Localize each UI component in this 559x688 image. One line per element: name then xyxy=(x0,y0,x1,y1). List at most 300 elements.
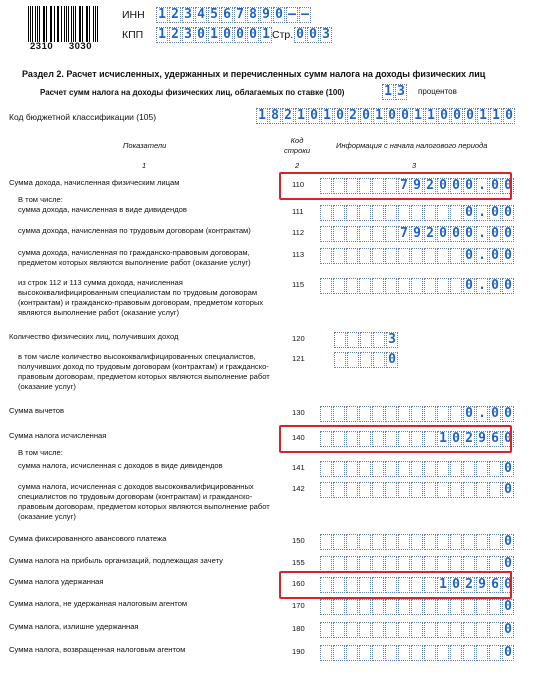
row-label: из строк 112 и 113 сумма дохода, начисленная высококвалифицированным специалистам по трудовым договорам (контрактам) и гражданско-правовым договорам, предметом которых являются выполнение работ (оказание услуг) xyxy=(18,278,264,317)
char-cell: 0 xyxy=(502,461,514,477)
char-cell: 0 xyxy=(502,534,514,550)
char-cell xyxy=(463,482,475,498)
char-cell xyxy=(411,406,423,422)
char-cell xyxy=(333,278,345,294)
char-cell xyxy=(424,205,436,221)
char-cell: . xyxy=(476,178,488,194)
char-cell xyxy=(411,482,423,498)
barcode-bar xyxy=(93,6,94,42)
char-cell: 0 xyxy=(360,108,372,124)
char-cell: 6 xyxy=(489,431,501,447)
row-value-field[interactable] xyxy=(320,599,515,615)
char-cell: 0 xyxy=(464,108,476,124)
char-cell: 1 xyxy=(425,108,437,124)
char-cell xyxy=(320,534,332,550)
col-header-indicators: Показатели xyxy=(123,141,167,150)
page-number-field[interactable] xyxy=(294,27,333,43)
char-cell xyxy=(398,482,410,498)
row-value-field[interactable] xyxy=(320,278,515,294)
char-cell: 0 xyxy=(437,178,449,194)
row-code: 180 xyxy=(292,624,305,633)
char-cell xyxy=(333,406,345,422)
row-value-field[interactable] xyxy=(334,332,399,348)
char-cell xyxy=(411,278,423,294)
char-cell xyxy=(320,406,332,422)
char-cell: – xyxy=(286,7,298,23)
row-label: В том числе: xyxy=(18,195,63,204)
char-cell: 7 xyxy=(398,226,410,242)
barcode-bar xyxy=(75,6,76,42)
char-cell xyxy=(489,461,501,477)
char-cell: 0 xyxy=(489,248,501,264)
char-cell xyxy=(320,248,332,264)
char-cell xyxy=(489,556,501,572)
char-cell xyxy=(333,226,345,242)
char-cell xyxy=(437,248,449,264)
char-cell xyxy=(333,645,345,661)
char-cell xyxy=(333,534,345,550)
char-cell: 6 xyxy=(221,7,233,23)
char-cell xyxy=(320,622,332,638)
char-cell: . xyxy=(476,226,488,242)
char-cell xyxy=(385,461,397,477)
row-value-field[interactable] xyxy=(320,406,515,422)
char-cell xyxy=(385,406,397,422)
char-cell xyxy=(359,645,371,661)
row-label: Сумма налога исчисленная xyxy=(9,431,107,440)
char-cell xyxy=(333,556,345,572)
char-cell xyxy=(385,556,397,572)
char-cell: 1 xyxy=(373,108,385,124)
char-cell xyxy=(359,534,371,550)
char-cell xyxy=(333,599,345,615)
char-cell: 0 xyxy=(489,278,501,294)
char-cell xyxy=(346,461,358,477)
char-cell: 1 xyxy=(256,108,268,124)
char-cell: 0 xyxy=(234,27,246,43)
char-cell xyxy=(385,226,397,242)
page-label: Стр. xyxy=(272,29,294,41)
char-cell xyxy=(424,278,436,294)
char-cell: 3 xyxy=(182,27,194,43)
char-cell: 2 xyxy=(463,577,475,593)
char-cell xyxy=(385,645,397,661)
char-cell xyxy=(437,534,449,550)
char-cell: 8 xyxy=(247,7,259,23)
inn-label: ИНН xyxy=(122,9,145,21)
row-label: сумма налога, исчисленная с доходов высококвалифицированных специалистов по трудовым договорам (контрактам) и гражданско-правовым договорам, предметом которых являются выполнение работ (оказание услуг) xyxy=(18,482,270,521)
row-label: сумма дохода, начисленная в виде дивидендов xyxy=(18,205,187,214)
char-cell xyxy=(320,482,332,498)
char-cell xyxy=(385,622,397,638)
char-cell xyxy=(489,534,501,550)
char-cell xyxy=(398,622,410,638)
char-cell xyxy=(359,205,371,221)
row-code: 130 xyxy=(292,408,305,417)
inn-field[interactable] xyxy=(156,7,312,23)
char-cell xyxy=(424,622,436,638)
char-cell xyxy=(385,248,397,264)
col-num-3: 3 xyxy=(412,161,417,170)
char-cell xyxy=(373,352,385,368)
char-cell xyxy=(346,622,358,638)
row-value-field[interactable] xyxy=(320,461,515,477)
row-code: 170 xyxy=(292,601,305,610)
char-cell: 0 xyxy=(489,205,501,221)
char-cell xyxy=(372,622,384,638)
char-cell xyxy=(346,278,358,294)
char-cell xyxy=(359,622,371,638)
char-cell: 0 xyxy=(247,27,259,43)
char-cell xyxy=(334,352,346,368)
char-cell: 1 xyxy=(156,7,168,23)
char-cell xyxy=(359,248,371,264)
row-code: 115 xyxy=(292,280,305,289)
rate-field[interactable] xyxy=(382,84,408,100)
char-cell xyxy=(411,599,423,615)
char-cell xyxy=(372,556,384,572)
char-cell xyxy=(476,461,488,477)
row-value-field[interactable] xyxy=(320,556,515,572)
char-cell xyxy=(450,278,462,294)
row-label: сумма дохода, начисленная по трудовым договорам (контрактам) xyxy=(18,226,251,235)
char-cell xyxy=(346,482,358,498)
col-num-1: 1 xyxy=(142,161,147,170)
barcode-bar xyxy=(73,6,74,42)
row-label: Сумма налога, излишне удержанная xyxy=(9,622,139,631)
char-cell xyxy=(385,205,397,221)
row-value-field[interactable] xyxy=(334,352,399,368)
char-cell xyxy=(437,482,449,498)
char-cell: 1 xyxy=(382,84,394,100)
char-cell: 0 xyxy=(463,406,475,422)
char-cell: 0 xyxy=(195,27,207,43)
char-cell: 1 xyxy=(260,27,272,43)
char-cell xyxy=(385,534,397,550)
char-cell xyxy=(359,461,371,477)
char-cell xyxy=(398,205,410,221)
char-cell xyxy=(360,352,372,368)
char-cell: 0 xyxy=(450,577,462,593)
char-cell xyxy=(437,622,449,638)
char-cell xyxy=(346,534,358,550)
char-cell xyxy=(437,556,449,572)
barcode-bar xyxy=(39,6,40,42)
row-label: сумма налога, исчисленная с доходов в виде дивидендов xyxy=(18,461,223,470)
row-label: Количество физических лиц, получивших доход xyxy=(9,332,179,341)
char-cell xyxy=(437,599,449,615)
row-label: В том числе: xyxy=(18,448,63,457)
char-cell: . xyxy=(476,278,488,294)
char-cell xyxy=(398,248,410,264)
char-cell xyxy=(320,278,332,294)
row-label: Сумма вычетов xyxy=(9,406,65,415)
char-cell: 0 xyxy=(489,406,501,422)
char-cell: 2 xyxy=(424,178,436,194)
char-cell: 0 xyxy=(294,27,306,43)
char-cell xyxy=(359,226,371,242)
char-cell xyxy=(476,482,488,498)
char-cell xyxy=(437,205,449,221)
char-cell: . xyxy=(476,205,488,221)
char-cell: 2 xyxy=(169,27,181,43)
barcode-bar xyxy=(61,6,62,42)
char-cell xyxy=(450,622,462,638)
char-cell: 1 xyxy=(156,27,168,43)
char-cell xyxy=(398,534,410,550)
barcode-bar xyxy=(46,6,47,42)
row-label: Сумма налога, возвращенная налоговым агентом xyxy=(9,645,186,654)
char-cell xyxy=(334,332,346,348)
char-cell: 0 xyxy=(502,278,514,294)
char-cell xyxy=(463,461,475,477)
char-cell xyxy=(372,534,384,550)
char-cell xyxy=(411,205,423,221)
kbk-label: Код бюджетной классификации (105) xyxy=(9,112,157,122)
char-cell: 1 xyxy=(321,108,333,124)
char-cell xyxy=(437,461,449,477)
char-cell xyxy=(463,534,475,550)
char-cell xyxy=(347,332,359,348)
char-cell xyxy=(463,556,475,572)
char-cell xyxy=(372,482,384,498)
char-cell: 0 xyxy=(502,178,514,194)
char-cell xyxy=(424,534,436,550)
char-cell: 3 xyxy=(395,84,407,100)
char-cell xyxy=(372,278,384,294)
char-cell: 3 xyxy=(386,332,398,348)
char-cell xyxy=(489,645,501,661)
row-label: Сумма фиксированного авансового платежа xyxy=(9,534,167,543)
kpp-field[interactable] xyxy=(156,27,273,43)
char-cell xyxy=(347,352,359,368)
char-cell: 7 xyxy=(234,7,246,23)
char-cell: 2 xyxy=(424,226,436,242)
kbk-field[interactable] xyxy=(256,108,516,124)
row-value-field[interactable] xyxy=(320,226,515,242)
section-title: Раздел 2. Расчет исчисленных, удержанных и перечисленных сумм налога на доходы физических лиц xyxy=(22,69,486,79)
char-cell: 2 xyxy=(347,108,359,124)
char-cell: 0 xyxy=(450,431,462,447)
barcode xyxy=(28,6,100,42)
row-label: Сумма налога удержанная xyxy=(9,577,104,586)
char-cell: 3 xyxy=(182,7,194,23)
row-code: 190 xyxy=(292,647,305,656)
row-value-field[interactable] xyxy=(320,622,515,638)
char-cell: 1 xyxy=(437,577,449,593)
char-cell: . xyxy=(476,248,488,264)
char-cell xyxy=(346,599,358,615)
char-cell: 8 xyxy=(269,108,281,124)
char-cell xyxy=(385,278,397,294)
char-cell xyxy=(359,599,371,615)
char-cell xyxy=(372,406,384,422)
char-cell xyxy=(411,556,423,572)
char-cell: 5 xyxy=(208,7,220,23)
char-cell xyxy=(346,406,358,422)
char-cell xyxy=(359,556,371,572)
char-cell: 9 xyxy=(260,7,272,23)
char-cell xyxy=(320,645,332,661)
char-cell: 0 xyxy=(463,278,475,294)
char-cell xyxy=(320,205,332,221)
row-code: 141 xyxy=(292,463,305,472)
barcode-number xyxy=(30,41,92,52)
char-cell: 0 xyxy=(438,108,450,124)
char-cell xyxy=(398,461,410,477)
char-cell xyxy=(320,556,332,572)
row-label: Сумма дохода, начисленная физическим лицам xyxy=(9,178,180,187)
char-cell xyxy=(346,556,358,572)
highlight-box xyxy=(279,425,512,453)
col-header-info: Информация с начала налогового периода xyxy=(336,141,488,150)
rate-label: Расчет сумм налога на доходы физических лиц, облагаемых по ставке (100) xyxy=(40,88,345,97)
char-cell xyxy=(489,622,501,638)
char-cell: 2 xyxy=(282,108,294,124)
char-cell: 2 xyxy=(463,431,475,447)
char-cell xyxy=(450,461,462,477)
char-cell xyxy=(463,622,475,638)
char-cell xyxy=(476,534,488,550)
char-cell xyxy=(450,645,462,661)
char-cell xyxy=(333,482,345,498)
rate-unit: процентов xyxy=(418,87,457,96)
char-cell: 2 xyxy=(169,7,181,23)
char-cell xyxy=(359,406,371,422)
char-cell: 0 xyxy=(463,178,475,194)
char-cell: 0 xyxy=(502,205,514,221)
char-cell: 7 xyxy=(398,178,410,194)
char-cell xyxy=(437,406,449,422)
row-code: 155 xyxy=(292,558,305,567)
char-cell: 0 xyxy=(450,178,462,194)
row-code: 121 xyxy=(292,354,305,363)
char-cell xyxy=(450,599,462,615)
char-cell xyxy=(346,205,358,221)
char-cell: 6 xyxy=(489,577,501,593)
char-cell xyxy=(411,534,423,550)
row-code: 120 xyxy=(292,334,305,343)
row-label: в том числе количество высококвалифицированных специалистов, получивших доход по трудовым договорам (контрактам) и гражданско-правовым договорам, предметом которых являются выполнение работ (оказание услуг) xyxy=(18,352,270,391)
barcode-bar xyxy=(82,6,83,42)
col-num-2: 2 xyxy=(295,161,300,170)
char-cell: 0 xyxy=(386,108,398,124)
char-cell: 0 xyxy=(502,226,514,242)
char-cell xyxy=(411,622,423,638)
char-cell xyxy=(424,599,436,615)
barcode-bar xyxy=(50,6,51,42)
char-cell xyxy=(320,226,332,242)
barcode-bar xyxy=(35,6,36,42)
char-cell: 0 xyxy=(489,178,501,194)
char-cell: 9 xyxy=(411,178,423,194)
char-cell xyxy=(476,556,488,572)
char-cell: 9 xyxy=(476,577,488,593)
row-label: Сумма налога, не удержанная налоговым агентом xyxy=(9,599,188,608)
char-cell xyxy=(424,556,436,572)
char-cell xyxy=(372,226,384,242)
char-cell xyxy=(476,645,488,661)
char-cell: 0 xyxy=(502,622,514,638)
kpp-label: КПП xyxy=(122,29,144,41)
char-cell: 9 xyxy=(476,431,488,447)
char-cell xyxy=(411,461,423,477)
row-value-field[interactable] xyxy=(320,248,515,264)
char-cell xyxy=(372,645,384,661)
char-cell: 0 xyxy=(273,7,285,23)
char-cell xyxy=(373,332,385,348)
char-cell: 3 xyxy=(320,27,332,43)
char-cell xyxy=(333,622,345,638)
char-cell: 0 xyxy=(463,248,475,264)
col-header-code: Код строки xyxy=(284,136,310,155)
char-cell xyxy=(450,248,462,264)
char-cell xyxy=(346,248,358,264)
barcode-bar xyxy=(28,6,29,42)
row-label: сумма дохода, начисленная по гражданско-правовым договорам, предметом которых являются выполнение работ (оказание услуг) xyxy=(18,248,251,267)
row-value-field[interactable] xyxy=(320,205,515,221)
char-cell xyxy=(411,248,423,264)
row-label: Сумма налога на прибыль организаций, подлежащая зачету xyxy=(9,556,223,565)
char-cell xyxy=(333,461,345,477)
barcode-bar xyxy=(68,6,69,42)
char-cell: 9 xyxy=(411,226,423,242)
char-cell xyxy=(360,332,372,348)
row-code: 112 xyxy=(292,228,305,237)
char-cell xyxy=(320,599,332,615)
char-cell xyxy=(463,599,475,615)
char-cell: 0 xyxy=(463,205,475,221)
char-cell: 0 xyxy=(502,556,514,572)
char-cell xyxy=(385,599,397,615)
char-cell: 0 xyxy=(307,27,319,43)
char-cell: 0 xyxy=(502,482,514,498)
char-cell xyxy=(398,645,410,661)
row-code: 160 xyxy=(292,579,305,588)
char-cell xyxy=(346,645,358,661)
char-cell: 4 xyxy=(195,7,207,23)
char-cell xyxy=(437,645,449,661)
row-value-field[interactable] xyxy=(320,534,515,550)
char-cell xyxy=(372,248,384,264)
row-value-field[interactable] xyxy=(320,482,515,498)
highlight-box xyxy=(279,172,512,200)
char-cell: 0 xyxy=(502,431,514,447)
char-cell: 0 xyxy=(437,226,449,242)
char-cell xyxy=(450,534,462,550)
char-cell xyxy=(372,205,384,221)
char-cell xyxy=(346,226,358,242)
char-cell: 1 xyxy=(477,108,489,124)
char-cell: 0 xyxy=(451,108,463,124)
char-cell xyxy=(450,205,462,221)
char-cell: 0 xyxy=(463,226,475,242)
char-cell xyxy=(450,556,462,572)
char-cell: 0 xyxy=(399,108,411,124)
char-cell: 0 xyxy=(450,226,462,242)
char-cell xyxy=(450,482,462,498)
row-value-field[interactable] xyxy=(320,645,515,661)
char-cell: 0 xyxy=(502,406,514,422)
char-cell xyxy=(463,645,475,661)
char-cell xyxy=(476,622,488,638)
char-cell: 1 xyxy=(412,108,424,124)
char-cell: 0 xyxy=(489,226,501,242)
row-code: 111 xyxy=(292,207,304,216)
char-cell xyxy=(450,406,462,422)
char-cell xyxy=(333,205,345,221)
char-cell xyxy=(424,406,436,422)
